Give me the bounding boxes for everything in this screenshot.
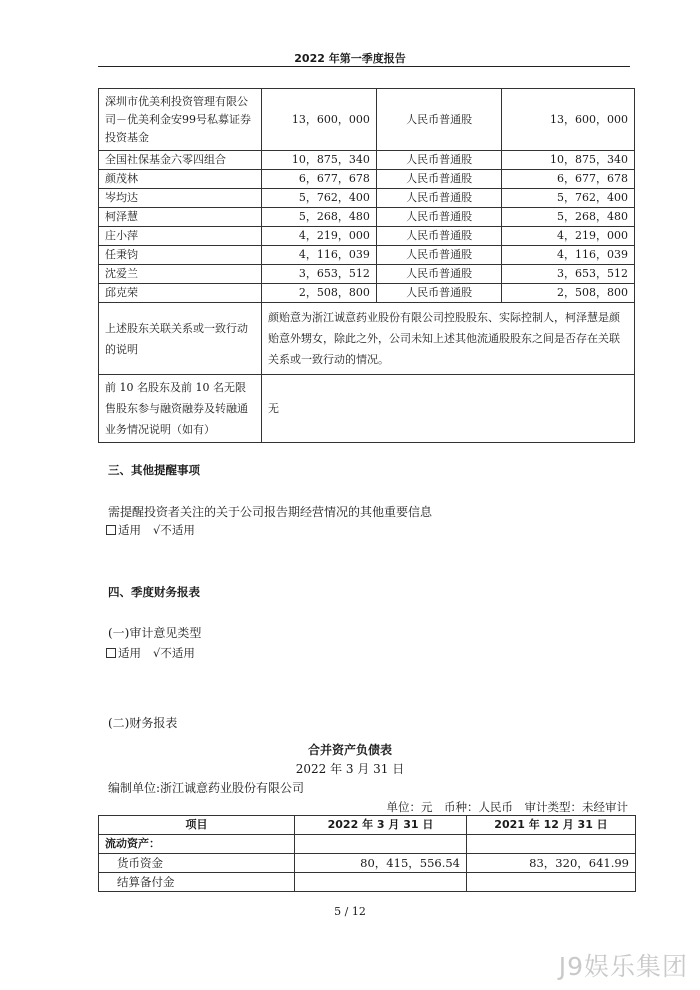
subsection-financial-statements: (二)财务报表 [108,716,178,730]
checkbox-applicable[interactable] [106,525,116,535]
table-row [99,208,635,227]
shareholder-name: 全国社保基金六零四组合 [99,151,262,170]
units-line: 单位：元 币种：人民币 审计类型：未经审计 [386,800,628,814]
share-amount: 10，875，340 [502,151,635,170]
share-amount: 13，600，000 [502,89,635,151]
item-label: 货币资金 [99,854,295,873]
section-title-financial-statements: 四、季度财务报表 [108,585,200,599]
empty-cell [467,835,636,854]
subsection-audit-opinion: (一)审计意见类型 [108,626,202,640]
table-row [99,265,635,284]
checkbox-applicable[interactable] [106,648,116,658]
shareholder-name: 庄小萍 [99,227,262,246]
table-row [99,246,635,265]
table-row [99,873,636,892]
table-row [99,284,635,303]
note-label: 上述股东关联关系或一致行动的说明 [99,303,262,375]
balance-sheet-table [98,815,636,892]
share-type: 人民币普通股 [376,246,501,265]
share-type: 人民币普通股 [376,151,501,170]
share-type: 人民币普通股 [376,89,501,151]
value-prior: 83，320，641.99 [467,854,636,873]
header-prior-period: 2021 年 12 月 31 日 [467,816,636,835]
shareholder-qty: 5，268，480 [261,208,376,227]
shareholder-name: 岑均达 [99,189,262,208]
share-amount: 2，508，800 [502,284,635,303]
preparing-company: 编制单位:浙江诚意药业股份有限公司 [108,781,305,795]
shareholder-name: 邱克荣 [99,284,262,303]
shareholder-qty: 2，508，800 [261,284,376,303]
share-type: 人民币普通股 [376,208,501,227]
table-row [99,854,636,873]
shareholders-table [98,88,635,443]
section-label: 流动资产： [99,835,295,854]
share-amount: 5，762，400 [502,189,635,208]
note-text: 颜贻意为浙江诚意药业股份有限公司控股股东、实际控制人，柯泽慧是颜贻意外甥女，除此之外，公司未知上述其他流通股股东之间是否存在关联关系或一致行动的情况。 [261,303,634,375]
note-text: 无 [261,375,634,443]
share-type: 人民币普通股 [376,284,501,303]
report-header-title: 2022 年第一季度报告 [294,52,406,65]
table-row [99,151,635,170]
shareholder-qty: 13，600，000 [261,89,376,151]
shareholder-qty: 6，677，678 [261,170,376,189]
not-applicable-label: √不适用 [153,523,195,537]
shareholder-qty: 10，875，340 [261,151,376,170]
share-amount: 4，219，000 [502,227,635,246]
shareholder-qty: 4，116，039 [261,246,376,265]
header-divider [98,66,630,67]
header-item: 项目 [99,816,295,835]
shareholder-name: 任秉钧 [99,246,262,265]
share-type: 人民币普通股 [376,227,501,246]
table-row [99,227,635,246]
shareholder-qty: 3，653，512 [261,265,376,284]
share-amount: 6，677，678 [502,170,635,189]
share-type: 人民币普通股 [376,189,501,208]
shareholder-name: 深圳市优美利投资管理有限公司－优美利金安99号私募证券投资基金 [99,89,262,151]
share-type: 人民币普通股 [376,170,501,189]
value-prior [467,873,636,892]
table-header-row [99,816,636,835]
share-type: 人民币普通股 [376,265,501,284]
share-amount: 4，116，039 [502,246,635,265]
balance-sheet-title: 合并资产负债表 [307,743,392,757]
shareholder-name: 沈爱兰 [99,265,262,284]
table-row [99,189,635,208]
watermark-text: J9娱乐集团 [558,952,688,981]
shareholder-name: 柯泽慧 [99,208,262,227]
share-amount: 5，268，480 [502,208,635,227]
shareholder-qty: 4，219，000 [261,227,376,246]
value-current [295,873,467,892]
table-row [99,835,636,854]
table-row [99,89,635,151]
applicability-options [106,645,195,661]
note-label: 前 10 名股东及前 10 名无限售股东参与融资融券及转融通业务情况说明（如有） [99,375,262,443]
balance-sheet-date: 2022 年 3 月 31 日 [295,762,405,776]
table-row [99,303,635,375]
applicable-label: 适用 [118,646,141,660]
applicability-options [106,522,195,538]
item-label: 结算备付金 [99,873,295,892]
not-applicable-label: √不适用 [153,646,195,660]
share-amount: 3，653，512 [502,265,635,284]
table-row [99,170,635,189]
page-number: 5 / 12 [334,905,366,918]
value-current: 80，415，556.54 [295,854,467,873]
shareholder-name: 颜茂林 [99,170,262,189]
section-title-reminders: 三、其他提醒事项 [108,463,200,477]
table-row [99,375,635,443]
header-current-period: 2022 年 3 月 31 日 [295,816,467,835]
empty-cell [295,835,467,854]
section-description: 需提醒投资者关注的关于公司报告期经营情况的其他重要信息 [108,505,433,519]
shareholder-qty: 5，762，400 [261,189,376,208]
applicable-label: 适用 [118,523,141,537]
